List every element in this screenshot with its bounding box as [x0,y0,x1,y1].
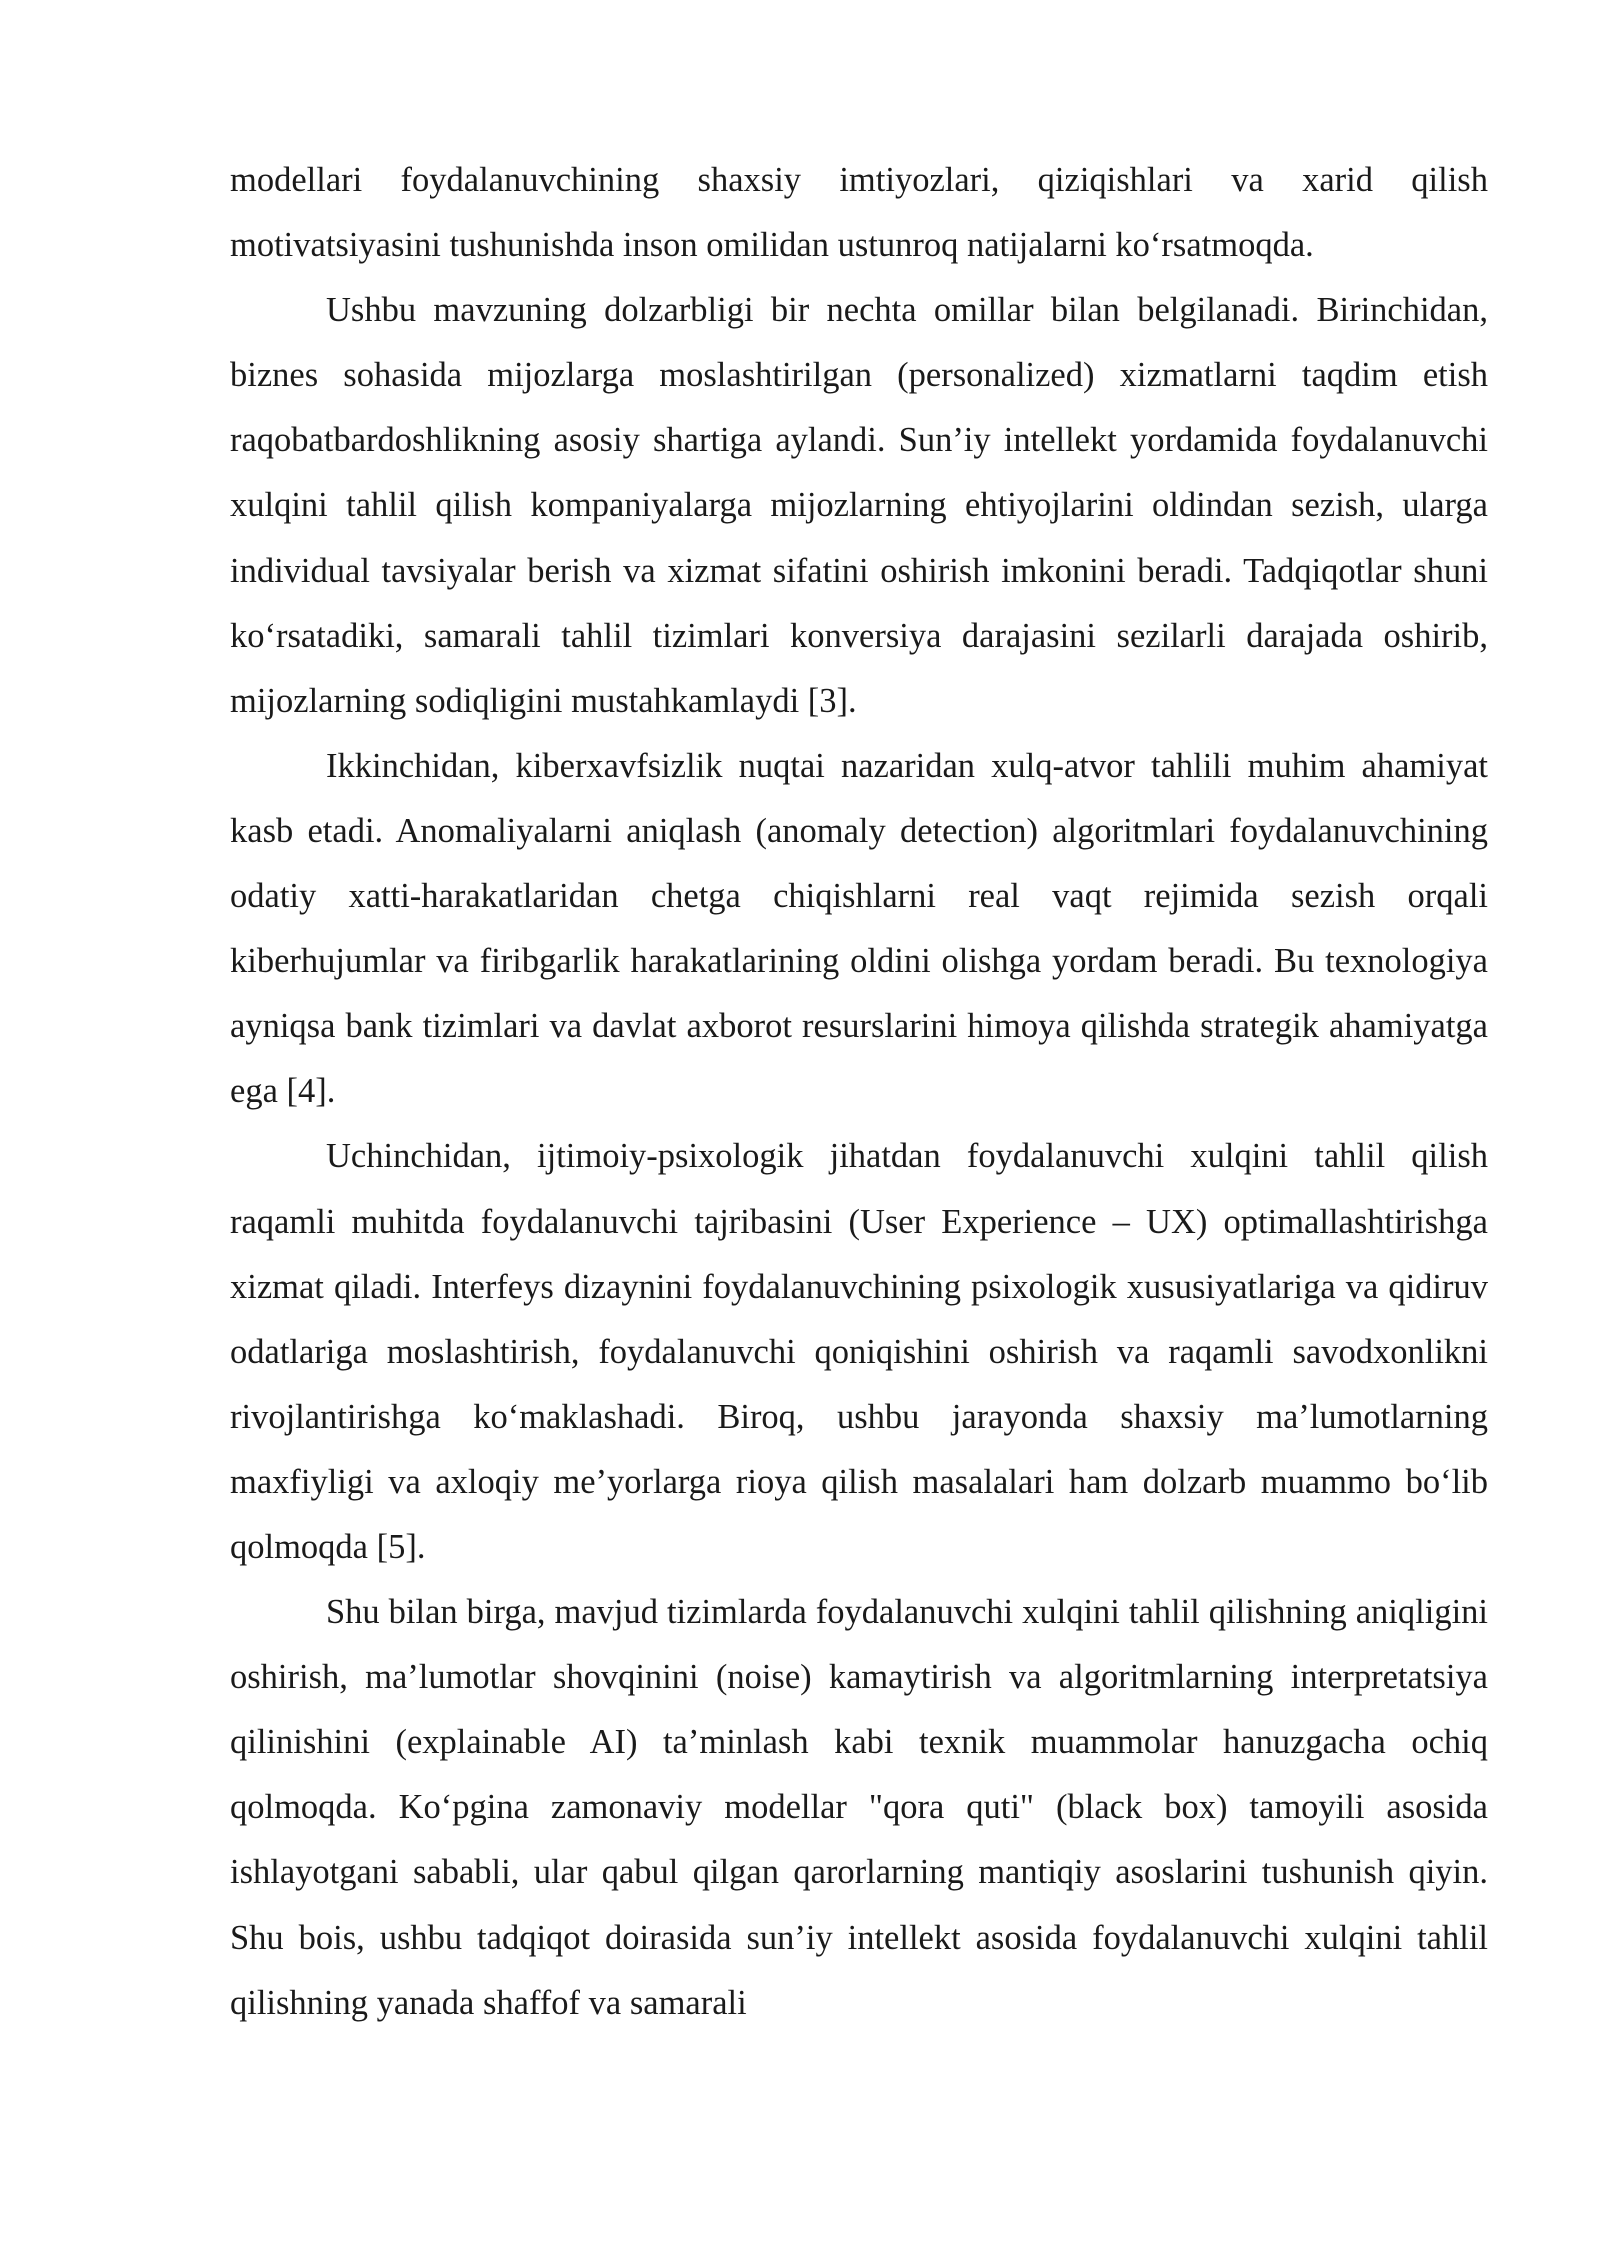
body-text [230,148,1488,2036]
paragraph-cybersecurity: Ikkinchidan, kiberxavfsizlik nuqtai nazaridan xulq-atvor tahlili muhim ahamiyat kasb etadi. Anomaliyalarni aniqlash (anomaly detection) algoritmlari foydalanuvchining odatiy xatti-harakatlaridan chetga chiqishlarni real vaqt rejimida sezish orqali kiberhujumlar va firibgarlik harakatlarining oldini olishga yordam beradi. Bu texnologiya ayniqsa bank tizimlari va davlat axborot resurslarini himoya qilishda strategik ahamiyatga ega [4]. [230,746,1488,1111]
paragraph-technical-problems: Shu bilan birga, mavjud tizimlarda foydalanuvchi xulqini tahlil qilishning aniqligini oshirish, ma’lumotlar shovqinini (noise) kamaytirish va algoritmlarning interpretatsiya qilinishini (explainable AI) ta’minlash kabi texnik muammolar hanuzgacha ochiq qolmoqda. Ko‘pgina zamonaviy modellar "qora quti" (black box) tamoyili asosida ishlayotgani sababli, ular qabul qilgan qarorlarning mantiqiy asoslarini tushunish qiyin. Shu bois, ushbu tadqiqot doirasida sun’iy intellekt asosida foydalanuvchi xulqini tahlil qilishning yanada shaffof va samarali [230,1593,1488,2022]
paragraph-social-psychological: Uchinchidan, ijtimoiy-psixologik jihatdan foydalanuvchi xulqini tahlil qilish raqamli muhitda foydalanuvchi tajribasini (User Experience – UX) optimallashtirishga xizmat qiladi. Interfeys dizaynini foydalanuvchining psixologik xususiyatlariga va qidiruv odatlariga moslashtirish, foydalanuvchi qoniqishini oshirish va raqamli savodxonlikni rivojlantirishga ko‘maklashadi. Biroq, ushbu jarayonda shaxsiy ma’lumotlarning maxfiyligi va axloqiy me’yorlarga rioya qilish masalalari ham dolzarb muammo bo‘lib qolmoqda [5]. [230,1137,1488,1566]
paragraph-relevance: Ushbu mavzuning dolzarbligi bir nechta omillar bilan belgilanadi. Birinchidan, biznes sohasida mijozlarga moslashtirilgan (personalized) xizmatlarni taqdim etish raqobatbardoshlikning asosiy shartiga aylandi. Sun’iy intellekt yordamida foydalanuvchi xulqini tahlil qilish kompaniyalarga mijozlarning ehtiyojlarini oldindan sezish, ularga individual tavsiyalar berish va xizmat sifatini oshirish imkonini beradi. Tadqiqotlar shuni ko‘rsatadiki, samarali tahlil tizimlari konversiya darajasini sezilarli darajada oshirib, mijozlarning sodiqligini mustahkamlaydi [3]. [230,291,1488,720]
paragraph-continuation: modellari foydalanuvchining shaxsiy imtiyozlari, qiziqishlari va xarid qilish motivatsiyasini tushunishda inson omilidan ustunroq natijalarni ko‘rsatmoqda. [230,161,1488,265]
